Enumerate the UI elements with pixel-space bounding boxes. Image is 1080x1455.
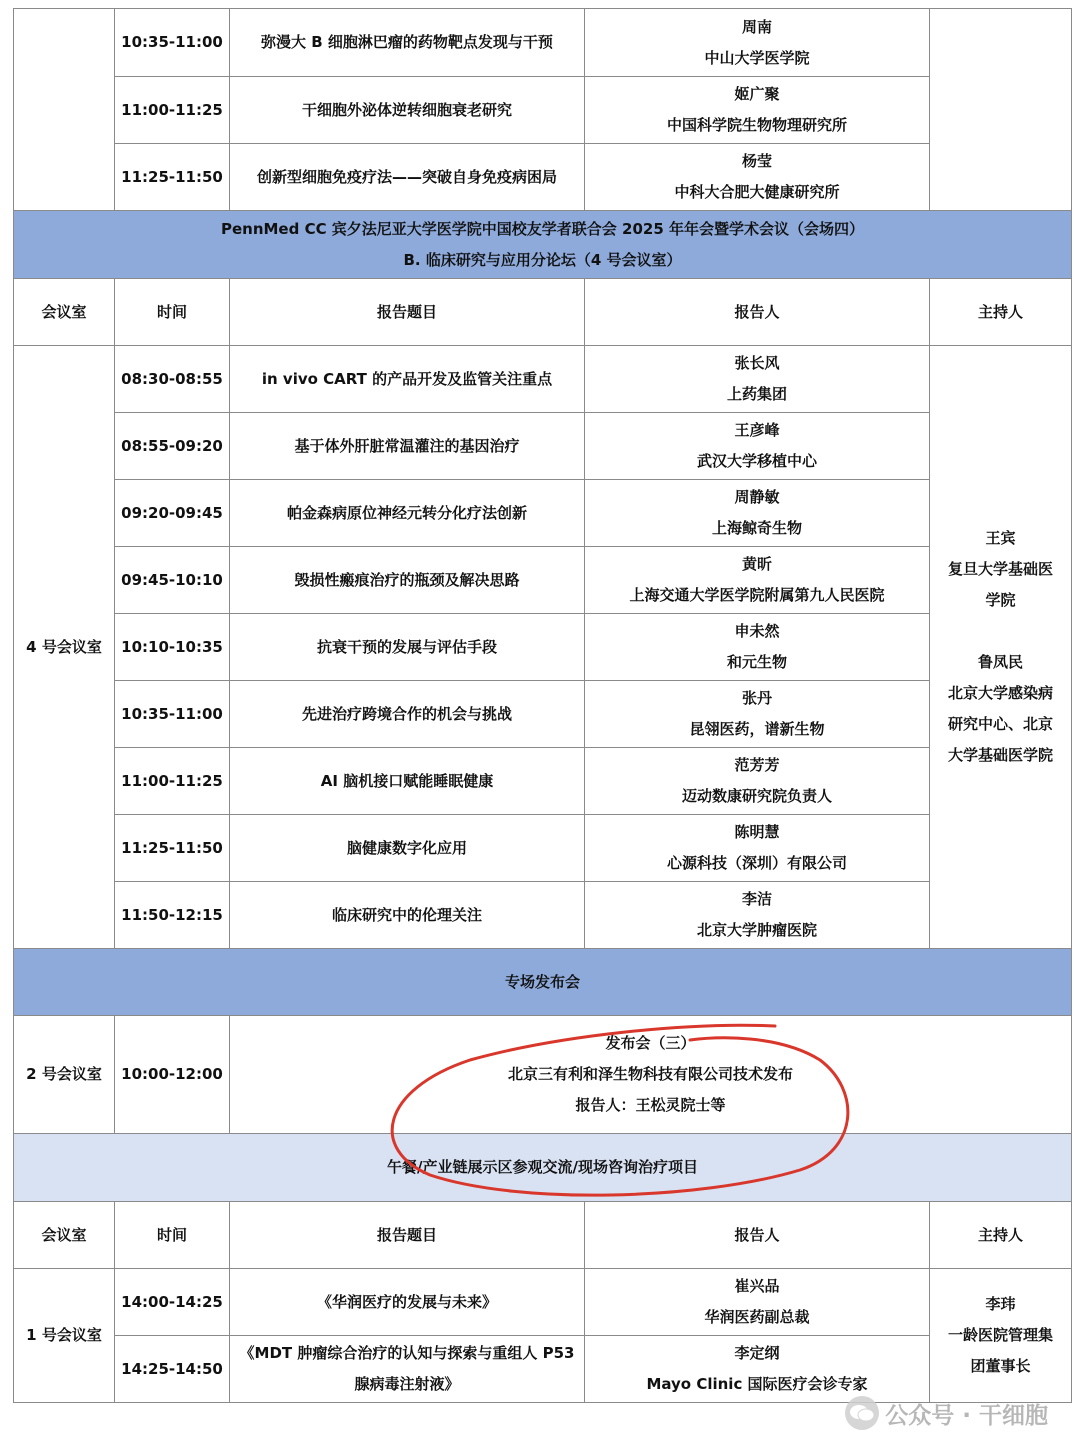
speaker-name: 周静敏: [734, 488, 780, 506]
speaker-cell: [585, 681, 930, 748]
time-cell: 10:35-11:00: [115, 681, 230, 748]
speaker-name: 陈明慧: [734, 823, 780, 841]
room-cell: 2 号会议室: [14, 1016, 115, 1134]
header-room: 会议室: [14, 1202, 115, 1269]
speaker-name: 申未然: [734, 622, 780, 640]
table-row: [14, 547, 1072, 614]
time-cell: 11:25-11:50: [115, 144, 230, 211]
table-row: [14, 9, 1072, 77]
table-row: [14, 413, 1072, 480]
launch-cell: [230, 1016, 1072, 1134]
topic-cell: 抗衰干预的发展与评估手段: [230, 614, 585, 681]
speaker-name: 李洁: [741, 890, 772, 908]
speaker-org: 心源科技（深圳）有限公司: [666, 854, 847, 872]
time-cell: 09:20-09:45: [115, 480, 230, 547]
launch-banner-row: [14, 949, 1072, 1016]
time-cell: 11:25-11:50: [115, 815, 230, 882]
session-subtitle: B. 临床研究与应用分论坛（4 号会议室）: [403, 250, 682, 269]
launch-speaker: 报告人：王松灵院士等: [575, 1096, 726, 1114]
topic-cell: AI 脑机接口赋能睡眠健康: [230, 748, 585, 815]
host-line: 北京大学感染病: [947, 684, 1053, 702]
launch-banner: 专场发布会: [14, 949, 1072, 1016]
topic-cell: 脑健康数字化应用: [230, 815, 585, 882]
header-topic: 报告题目: [230, 1202, 585, 1269]
speaker-org: 上药集团: [726, 385, 787, 403]
speaker-name: 黄昕: [741, 555, 772, 573]
table-row: [14, 480, 1072, 547]
speaker-org: 上海鲸奇生物: [711, 519, 802, 537]
host-line: 大学基础医学院: [947, 746, 1053, 764]
speaker-org: 中山大学医学院: [704, 48, 810, 67]
table-row: [14, 1269, 1072, 1336]
topic-cell: 先进治疗跨境合作的机会与挑战: [230, 681, 585, 748]
header-room: 会议室: [14, 279, 115, 346]
time-cell: 08:55-09:20: [115, 413, 230, 480]
table-row: [14, 614, 1072, 681]
time-cell: 10:35-11:00: [115, 9, 230, 77]
room-cell: 1 号会议室: [14, 1269, 115, 1403]
time-cell: 14:25-14:50: [115, 1336, 230, 1403]
launch-row: [14, 1016, 1072, 1134]
table-row: [14, 346, 1072, 413]
header-host: 主持人: [930, 1202, 1072, 1269]
header-time: 时间: [115, 279, 230, 346]
table-row: [14, 815, 1072, 882]
room-cell: 4 号会议室: [14, 346, 115, 949]
table-row: [14, 144, 1072, 211]
speaker-cell: [585, 882, 930, 949]
speaker-name: 姬广聚: [734, 85, 780, 103]
table-row: [14, 748, 1072, 815]
topic-cell: [230, 1269, 585, 1336]
header-time: 时间: [115, 1202, 230, 1269]
speaker-cell: [585, 1269, 930, 1336]
speaker-org: 和元生物: [726, 653, 787, 671]
speaker-org: 北京大学肿瘤医院: [696, 921, 817, 939]
time-cell: 10:10-10:35: [115, 614, 230, 681]
watermark: [845, 1396, 1048, 1430]
speaker-org: 武汉大学移植中心: [696, 452, 817, 470]
speaker-org: 华润医药副总裁: [704, 1308, 810, 1326]
speaker-org: Mayo Clinic 国际医疗会诊专家: [646, 1375, 868, 1393]
wechat-icon: [845, 1396, 879, 1430]
table-row: [14, 77, 1072, 144]
speaker-cell: [585, 77, 930, 144]
table-row: [14, 681, 1072, 748]
topic-cell: 临床研究中的伦理关注: [230, 882, 585, 949]
host-line: 王宾: [985, 529, 1016, 547]
speaker-org: 昆翎医药，谱新生物: [689, 720, 825, 738]
speaker-org: 中科大合肥大健康研究所: [674, 183, 840, 201]
speaker-cell: [585, 413, 930, 480]
speaker-name: 崔兴品: [734, 1277, 780, 1295]
speaker-name: 张长风: [734, 354, 780, 372]
speaker-cell: [585, 480, 930, 547]
time-cell: 11:50-12:15: [115, 882, 230, 949]
host-line: 研究中心、北京: [947, 715, 1053, 733]
time-cell: 10:00-12:00: [115, 1016, 230, 1134]
speaker-name: 周南: [741, 17, 772, 36]
topic-line: 《华润医疗的发展与未来》: [316, 1292, 497, 1311]
speaker-org: 上海交通大学医学院附属第九人民医院: [629, 586, 885, 604]
schedule-table: [13, 8, 1072, 1403]
time-cell: 14:00-14:25: [115, 1269, 230, 1336]
topic-cell: 弥漫大 B 细胞淋巴瘤的药物靶点发现与干预: [230, 9, 585, 77]
host-line: 团董事长: [970, 1357, 1031, 1375]
speaker-cell: [585, 815, 930, 882]
speaker-cell: [585, 1336, 930, 1403]
topic-cell: 帕金森病原位神经元转分化疗法创新: [230, 480, 585, 547]
speaker-cell: [585, 144, 930, 211]
room-cell: [14, 9, 115, 211]
topic-cell: [230, 1336, 585, 1403]
topic-cell: 毁损性瘢痕治疗的瓶颈及解决思路: [230, 547, 585, 614]
header-speaker: 报告人: [585, 279, 930, 346]
speaker-name: 王彦峰: [734, 421, 780, 439]
topic-cell: 基于体外肝脏常温灌注的基因治疗: [230, 413, 585, 480]
table-row: [14, 1336, 1072, 1403]
topic-line: 《MDT 肿瘤综合治疗的认知与探索与重组人 P53: [239, 1344, 575, 1362]
time-cell: 08:30-08:55: [115, 346, 230, 413]
header-row: [14, 279, 1072, 346]
speaker-cell: [585, 9, 930, 77]
host-line: 学院: [985, 591, 1016, 609]
time-cell: 11:00-11:25: [115, 748, 230, 815]
speaker-org: 迈动数康研究院负责人: [681, 787, 832, 805]
host-line: 一龄医院管理集: [947, 1326, 1053, 1344]
host-line: 鲁凤民: [977, 653, 1023, 671]
watermark-text: 公众号 · 干细胞: [885, 1402, 1048, 1429]
speaker-name: 李定纲: [734, 1344, 780, 1362]
speaker-name: 张丹: [741, 689, 772, 707]
topic-cell: in vivo CART 的产品开发及监管关注重点: [230, 346, 585, 413]
host-line: [936, 616, 1065, 647]
header-host: 主持人: [930, 279, 1072, 346]
speaker-org: 中国科学院生物物理研究所: [666, 116, 847, 134]
speaker-cell: [585, 614, 930, 681]
topic-line: 腺病毒注射液》: [354, 1375, 460, 1393]
lunch-banner-row: [14, 1134, 1072, 1202]
host-cell: [930, 9, 1072, 211]
session-banner: [14, 211, 1072, 279]
session-title: PennMed CC 宾夕法尼亚大学医学院中国校友学者联合会 2025 年年会暨学术会议（会场四）: [220, 219, 865, 238]
header-row: [14, 1202, 1072, 1269]
session-banner-row: [14, 211, 1072, 279]
host-line: 李玮: [985, 1295, 1016, 1313]
table-row: [14, 882, 1072, 949]
topic-cell: 干细胞外泌体逆转细胞衰老研究: [230, 77, 585, 144]
speaker-cell: [585, 748, 930, 815]
launch-company: 北京三有利和泽生物科技有限公司技术发布: [507, 1065, 793, 1083]
host-cell: [930, 1269, 1072, 1403]
speaker-name: 杨莹: [741, 152, 772, 170]
lunch-banner: 午餐/产业链展示区参观交流/现场咨询治疗项目: [14, 1134, 1072, 1202]
topic-cell: 创新型细胞免疫疗法——突破自身免疫病困局: [230, 144, 585, 211]
host-cell: [930, 346, 1072, 949]
time-cell: 09:45-10:10: [115, 547, 230, 614]
header-topic: 报告题目: [230, 279, 585, 346]
launch-title: 发布会（三）: [605, 1034, 696, 1052]
time-cell: 11:00-11:25: [115, 77, 230, 144]
host-line: 复旦大学基础医: [947, 560, 1053, 578]
speaker-name: 范芳芳: [734, 756, 780, 774]
header-speaker: 报告人: [585, 1202, 930, 1269]
speaker-cell: [585, 547, 930, 614]
speaker-cell: [585, 346, 930, 413]
